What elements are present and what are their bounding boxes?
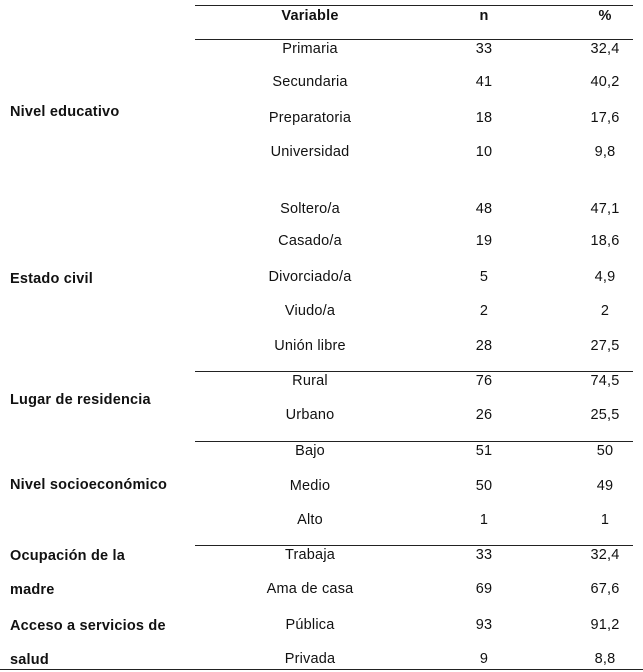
row-category: Pública [285,617,335,633]
row-count: 1 [479,512,489,528]
row-category: Divorciado/a [268,269,352,285]
row-count: 2 [479,303,489,319]
row-category: Ama de casa [266,581,354,597]
row-percent: 74,5 [590,373,620,389]
row-count: 28 [475,338,493,354]
group-separator-rule [195,545,633,546]
table-top-rule [195,5,633,6]
row-count: 41 [475,74,493,90]
row-count: 10 [475,144,493,160]
row-category: Unión libre [274,338,346,354]
row-percent: 32,4 [590,547,620,563]
row-category: Trabaja [284,547,336,563]
row-percent: 91,2 [590,617,620,633]
header-pct: % [598,8,612,24]
row-percent: 1 [600,512,610,528]
row-category: Viudo/a [284,303,336,319]
group-separator-rule [195,441,633,442]
row-count: 69 [475,581,493,597]
header-bottom-rule [195,39,633,40]
row-percent: 4,9 [594,269,616,285]
header-n: n [479,8,489,24]
row-count: 50 [475,478,493,494]
row-category: Alto [297,512,323,528]
row-category: Urbano [285,407,335,423]
group-label: Estado civil [10,271,93,287]
row-percent: 27,5 [590,338,620,354]
row-percent: 17,6 [590,110,620,126]
row-count: 26 [475,407,493,423]
row-count: 33 [475,547,493,563]
row-category: Casado/a [278,233,342,249]
row-count: 5 [479,269,489,285]
row-count: 76 [475,373,493,389]
group-label: Ocupación de la [10,548,125,564]
row-count: 51 [475,443,493,459]
row-count: 33 [475,41,493,57]
row-category: Bajo [295,443,325,459]
row-category: Secundaria [272,74,348,90]
row-category: Medio [289,478,331,494]
row-percent: 18,6 [590,233,620,249]
group-label: Acceso a servicios de [10,618,166,634]
group-label: Lugar de residencia [10,392,151,408]
group-label: madre [10,582,55,598]
row-category: Universidad [270,144,350,160]
row-category: Privada [284,651,336,667]
row-percent: 50 [596,443,614,459]
row-percent: 25,5 [590,407,620,423]
row-percent: 67,6 [590,581,620,597]
row-category: Rural [292,373,328,389]
row-count: 9 [479,651,489,667]
group-separator-rule [195,371,633,372]
group-label: Nivel socioeconómico [10,477,168,493]
row-percent: 8,8 [594,651,616,667]
row-category: Soltero/a [280,201,340,217]
group-label: salud [10,652,49,668]
row-percent: 47,1 [590,201,620,217]
header-variable: Variable [281,8,339,24]
row-percent: 40,2 [590,74,620,90]
row-percent: 9,8 [594,144,616,160]
row-percent: 2 [600,303,610,319]
row-category: Preparatoria [268,110,352,126]
row-percent: 49 [596,478,614,494]
row-count: 19 [475,233,493,249]
row-count: 48 [475,201,493,217]
row-percent: 32,4 [590,41,620,57]
row-count: 18 [475,110,493,126]
table-bottom-rule [0,669,643,670]
group-label: Nivel educativo [10,104,120,120]
row-category: Primaria [282,41,338,57]
row-count: 93 [475,617,493,633]
